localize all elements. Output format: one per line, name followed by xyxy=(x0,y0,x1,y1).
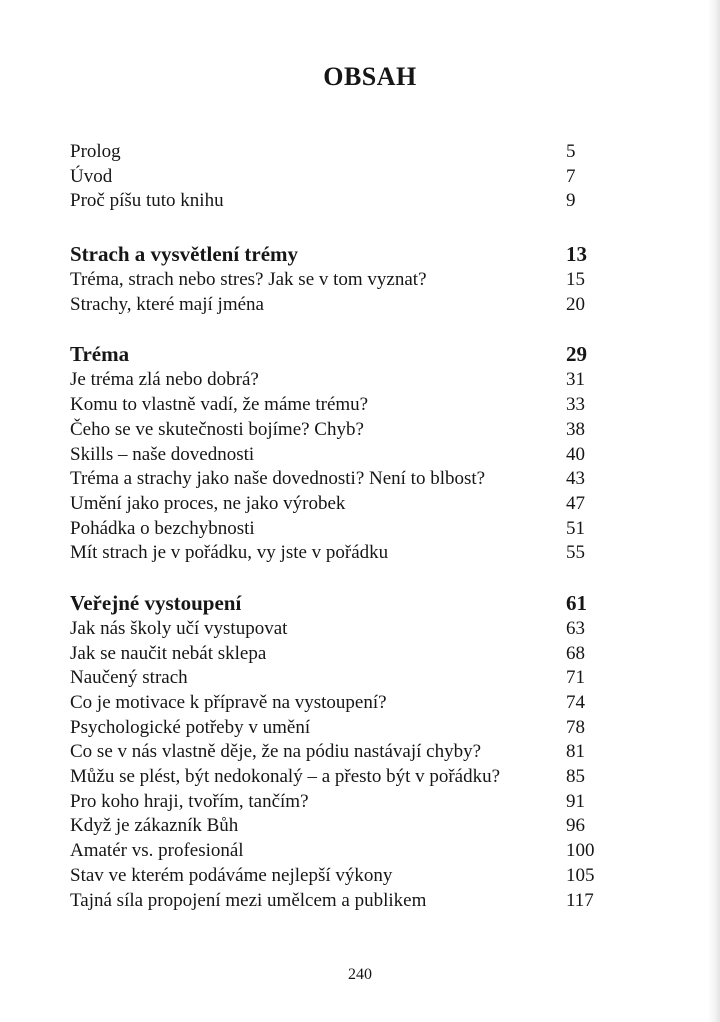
toc-entry-page: 15 xyxy=(566,269,585,291)
toc-entry-label: Umění jako proces, ne jako výrobek xyxy=(70,492,346,514)
toc-entry-page: 5 xyxy=(566,141,576,162)
toc-chapter-heading xyxy=(70,590,600,617)
toc-entry-label: Tréma, strach nebo stres? Jak se v tom vyznat? xyxy=(70,269,427,291)
toc-entry-label: Pohádka o bezchybnosti xyxy=(70,517,255,539)
toc-entry-page: 43 xyxy=(566,468,585,490)
page-title: OBSAH xyxy=(323,62,417,91)
toc-entry xyxy=(70,541,600,566)
toc-entry xyxy=(70,716,600,741)
toc-entry-page: 81 xyxy=(566,741,585,763)
toc-entry-page: 117 xyxy=(566,889,594,911)
toc-entry-page: 51 xyxy=(566,517,585,539)
toc-entry-page: 20 xyxy=(566,293,585,315)
toc-entry xyxy=(70,814,600,839)
toc-entry-label: Naučený strach xyxy=(70,667,188,689)
toc-entry xyxy=(70,418,600,443)
toc-entry-page: 9 xyxy=(566,190,576,212)
toc-entry xyxy=(70,165,600,190)
toc-entry-label: Můžu se plést, být nedokonalý – a přesto být v pořádku? xyxy=(70,766,501,788)
toc-entry xyxy=(70,293,600,318)
toc-entry-label: Co se v nás vlastně děje, že na pódiu nastávají chyby? xyxy=(70,741,482,763)
toc-entry-label: Psychologické potřeby v umění xyxy=(70,716,311,738)
toc-entry-page: 105 xyxy=(566,864,595,886)
toc-entry xyxy=(70,140,600,165)
toc-entry-label: Tajná síla propojení mezi umělcem a publikem xyxy=(70,889,427,911)
toc-entry-label: Jak nás školy učí vystupovat xyxy=(70,617,288,639)
toc-entry xyxy=(70,517,600,542)
toc-entry-page: 31 xyxy=(566,369,585,391)
toc-entry-label: Čeho se ve skutečnosti bojíme? Chyb? xyxy=(70,418,364,440)
toc-entry xyxy=(70,765,600,790)
toc-entry xyxy=(70,642,600,667)
page-number: 240 xyxy=(348,966,372,983)
toc-entry-label: Tréma a strachy jako naše dovednosti? Není to blbost? xyxy=(70,468,486,490)
toc-entry-label: Jak se naučit nebát sklepa xyxy=(70,642,267,664)
chapter-title: Veřejné vystoupení xyxy=(70,590,242,615)
toc-entry-page: 71 xyxy=(566,667,585,689)
toc-entry xyxy=(70,889,600,914)
toc-entry xyxy=(70,189,600,214)
toc-entry-label: Prolog xyxy=(70,141,121,162)
chapter-title: Tréma xyxy=(70,342,130,367)
toc-entry-page: 96 xyxy=(566,815,585,837)
toc-entry xyxy=(70,368,600,393)
toc-entry-page: 100 xyxy=(566,840,595,862)
toc-entry-page: 33 xyxy=(566,394,585,416)
toc-entry-page: 85 xyxy=(566,766,585,788)
toc-entry-label: Když je zákazník Bůh xyxy=(70,815,239,837)
toc-entry xyxy=(70,393,600,418)
toc-entry xyxy=(70,492,600,517)
toc-entry-page: 68 xyxy=(566,642,585,664)
toc-entry-label: Skills – naše dovednosti xyxy=(70,443,255,465)
toc-entry-page: 55 xyxy=(566,542,585,564)
toc-entry-page: 91 xyxy=(566,790,585,812)
chapter-page: 13 xyxy=(566,242,587,267)
toc-entry-page: 47 xyxy=(566,492,585,514)
toc-entry xyxy=(70,443,600,468)
toc-entry-label: Úvod xyxy=(70,165,113,187)
page-edge-shadow xyxy=(708,0,720,1022)
toc-entry-label: Proč píšu tuto knihu xyxy=(70,190,224,212)
toc-entry xyxy=(70,467,600,492)
chapter-title: Strach a vysvětlení trémy xyxy=(70,242,299,267)
toc-entry xyxy=(70,617,600,642)
toc-entry xyxy=(70,740,600,765)
toc-entry-page: 78 xyxy=(566,716,585,738)
toc-entry xyxy=(70,864,600,889)
toc-entry-label: Co je motivace k přípravě na vystoupení? xyxy=(70,692,387,713)
toc-entry-page: 40 xyxy=(566,443,585,465)
toc-entry-label: Je tréma zlá nebo dobrá? xyxy=(70,369,259,391)
toc-entry-label: Amatér vs. profesionál xyxy=(70,840,244,862)
toc-entry-page: 38 xyxy=(566,418,585,440)
toc-entry xyxy=(70,691,600,716)
toc-entry-page: 63 xyxy=(566,617,585,639)
table-of-contents xyxy=(70,140,600,913)
chapter-page: 29 xyxy=(566,342,587,367)
toc-entry-label: Stav ve kterém podáváme nejlepší výkony xyxy=(70,864,393,886)
toc-entry-page: 7 xyxy=(566,165,576,187)
toc-chapter-heading xyxy=(70,241,600,268)
toc-entry-label: Mít strach je v pořádku, vy jste v pořádku xyxy=(70,542,389,564)
toc-entry-label: Pro koho hraji, tvořím, tančím? xyxy=(70,790,309,812)
toc-entry xyxy=(70,790,600,815)
toc-entry xyxy=(70,839,600,864)
chapter-page: 61 xyxy=(566,590,587,615)
toc-entry-page: 74 xyxy=(566,692,585,713)
toc-entry-label: Strachy, které mají jména xyxy=(70,293,264,315)
toc-entry-label: Komu to vlastně vadí, že máme trému? xyxy=(70,394,369,416)
toc-entry xyxy=(70,666,600,691)
toc-chapter-heading xyxy=(70,341,600,368)
toc-entry xyxy=(70,268,600,293)
